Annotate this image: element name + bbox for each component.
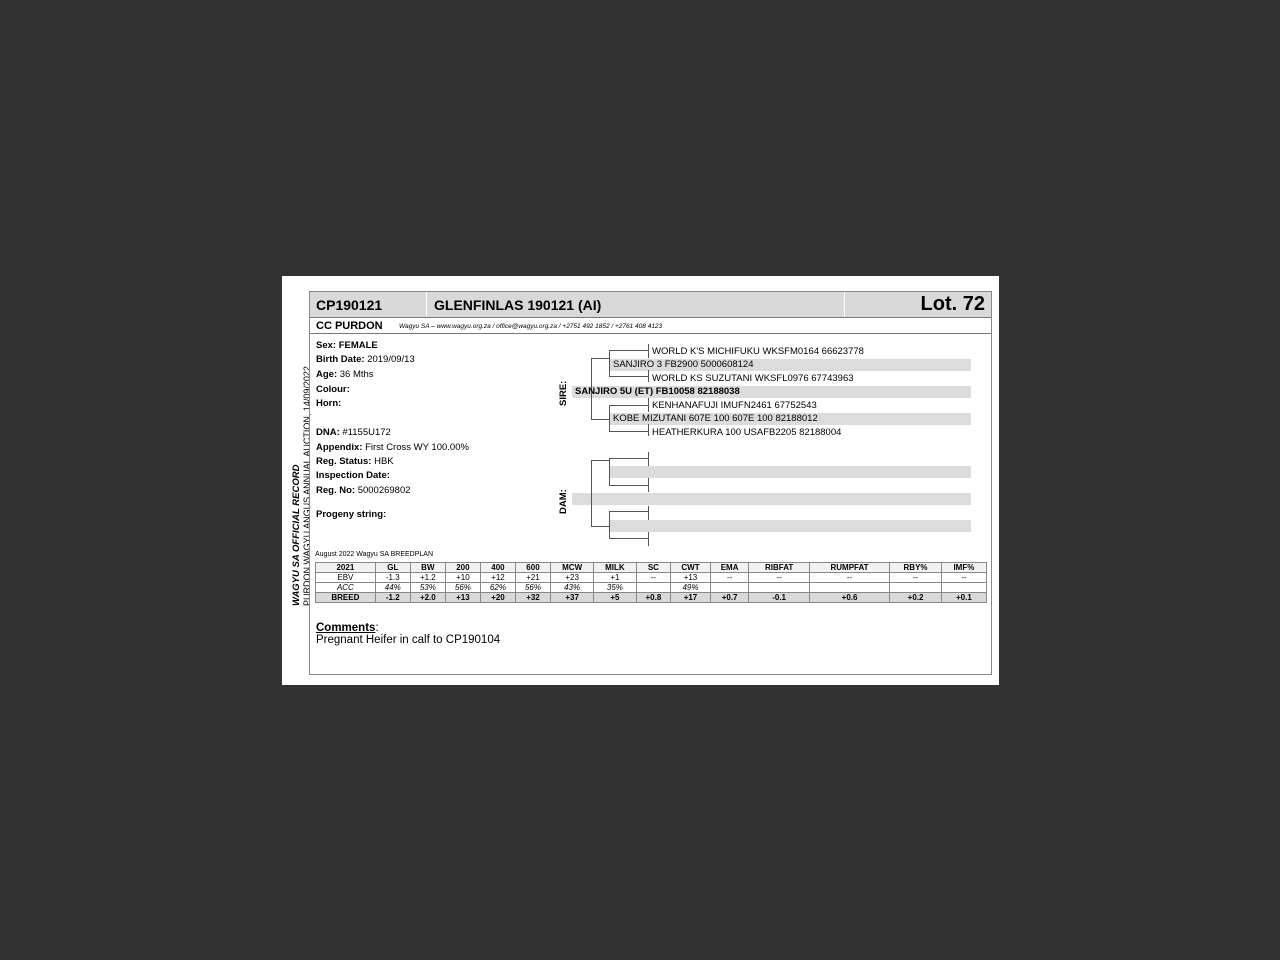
card-header <box>310 292 991 318</box>
ebv-cell: GL <box>375 563 410 573</box>
info-reg-status: Reg. Status: HBK <box>316 456 394 467</box>
ebv-cell: +10 <box>445 573 480 583</box>
ebv-cell: -0.1 <box>749 593 809 603</box>
ebv-cell: CWT <box>671 563 711 573</box>
ebv-header-row <box>316 563 987 573</box>
ebv-cell: +21 <box>515 573 550 583</box>
pedigree-sds: KENHANAFUJI IMUFN2461 67752543 <box>652 400 817 411</box>
ebv-cell: IMF% <box>941 563 986 573</box>
comments: Comments: Pregnant Heifer in calf to CP190104 <box>316 622 501 646</box>
ebv-cell <box>636 583 671 593</box>
info-sex: Sex: FEMALE <box>316 340 378 351</box>
info-reg-no: Reg. No: 5000269802 <box>316 485 411 496</box>
ebv-cell: -- <box>941 573 986 583</box>
official-record-label: WAGYU SA OFFICIAL RECORD <box>291 464 302 606</box>
ebv-cell: +0.1 <box>941 593 986 603</box>
ebv-cell: +37 <box>551 593 594 603</box>
ebv-cell: +13 <box>671 573 711 583</box>
breeder-name: CC PURDON <box>316 320 383 332</box>
pedigree-sdd: HEATHERKURA 100 USAFB2205 82188004 <box>652 427 842 438</box>
ebv-cell: +23 <box>551 573 594 583</box>
comments-label: Comments <box>316 622 376 634</box>
ebv-cell: 35% <box>594 583 636 593</box>
ebv-cell: +0.8 <box>636 593 671 603</box>
ebv-cell: +2.0 <box>410 593 445 603</box>
ebv-cell: SC <box>636 563 671 573</box>
ebv-cell: +5 <box>594 593 636 603</box>
lot-record-page <box>282 276 999 685</box>
ebv-cell: 53% <box>410 583 445 593</box>
ebv-cell: BREED <box>316 593 376 603</box>
lot-number: Lot. 72 <box>920 293 985 315</box>
ebv-cell: -- <box>809 573 889 583</box>
animal-code: CP190121 <box>316 297 383 313</box>
ebv-cell: 2021 <box>316 563 376 573</box>
ebv-cell: RBY% <box>890 563 942 573</box>
pedigree-ss: SANJIRO 3 FB2900 5000608124 <box>613 359 754 370</box>
ebv-cell: MCW <box>551 563 594 573</box>
ebv-cell: 56% <box>515 583 550 593</box>
animal-name: GLENFINLAS 190121 (AI) <box>434 297 602 313</box>
ebv-table <box>315 562 987 603</box>
ebv-cell: 56% <box>445 583 480 593</box>
info-inspection-date: Inspection Date: <box>316 470 390 481</box>
ebv-cell: -- <box>710 573 749 583</box>
ebv-cell: +0.2 <box>890 593 942 603</box>
ebv-cell: MILK <box>594 563 636 573</box>
ebv-cell: -1.2 <box>375 593 410 603</box>
ebv-cell: EMA <box>710 563 749 573</box>
ebv-cell: +1 <box>594 573 636 583</box>
ebv-cell: RUMPFAT <box>809 563 889 573</box>
ebv-cell: 600 <box>515 563 550 573</box>
ebv-cell: +1.2 <box>410 573 445 583</box>
ebv-cell: 49% <box>671 583 711 593</box>
ebv-cell: +13 <box>445 593 480 603</box>
info-progeny-string: Progeny string: <box>316 509 387 520</box>
ebv-cell <box>710 583 749 593</box>
ebv-cell: +17 <box>671 593 711 603</box>
pedigree-sd: KOBE MIZUTANI 607E 100 607E 100 82188012 <box>613 413 818 424</box>
ebv-cell: +32 <box>515 593 550 603</box>
ebv-cell <box>941 583 986 593</box>
ebv-cell: 400 <box>480 563 515 573</box>
info-dna: DNA: #1155U172 <box>316 427 391 438</box>
info-appendix: Appendix: First Cross WY 100.00% <box>316 442 469 453</box>
contact-line: Wagyu SA – www.wagyu.org.za / office@wagyu.org.za / +2751 492 1852 / +2761 408 4123 <box>399 323 663 330</box>
ebv-cell: 44% <box>375 583 410 593</box>
pedigree-sire: SANJIRO 5U (ET) FB10058 82188038 <box>575 386 740 397</box>
sire-label: SIRE: <box>558 380 569 406</box>
ebv-cell: EBV <box>316 573 376 583</box>
ebv-cell: +0.7 <box>710 593 749 603</box>
ebv-cell: BW <box>410 563 445 573</box>
ebv-cell: +20 <box>480 593 515 603</box>
ebv-cell: +0.6 <box>809 593 889 603</box>
breed-row <box>316 593 987 603</box>
pedigree-ssd: WORLD KS SUZUTANI WKSFL0976 67743963 <box>652 373 854 384</box>
ebv-cell <box>890 583 942 593</box>
info-age: Age: 36 Mths <box>316 369 374 380</box>
info-colour: Colour: <box>316 384 350 395</box>
lot-card <box>309 291 992 675</box>
ebv-cell: RIBFAT <box>749 563 809 573</box>
acc-row <box>316 583 987 593</box>
ebv-row <box>316 573 987 583</box>
ebv-cell: 200 <box>445 563 480 573</box>
info-horn: Horn: <box>316 398 342 409</box>
ebv-cell: -1.3 <box>375 573 410 583</box>
ebv-cell: ACC <box>316 583 376 593</box>
auction-label: PURDON WAGYU ANGUS ANNUAL AUCTION, 14/09/2022 <box>302 366 312 606</box>
dam-label: DAM: <box>558 489 569 514</box>
info-birth-date: Birth Date: 2019/09/13 <box>316 354 415 365</box>
ebv-cell: 62% <box>480 583 515 593</box>
ebv-cell: 43% <box>551 583 594 593</box>
ebv-cell: -- <box>890 573 942 583</box>
ebv-cell: -- <box>749 573 809 583</box>
comments-text: Pregnant Heifer in calf to CP190104 <box>316 634 501 646</box>
breedplan-title: August 2022 Wagyu SA BREEDPLAN <box>315 551 434 558</box>
ebv-cell: -- <box>636 573 671 583</box>
ebv-cell <box>809 583 889 593</box>
pedigree-sss: WORLD K'S MICHIFUKU WKSFM0164 66623778 <box>652 346 864 357</box>
ebv-cell <box>749 583 809 593</box>
ebv-cell: +12 <box>480 573 515 583</box>
